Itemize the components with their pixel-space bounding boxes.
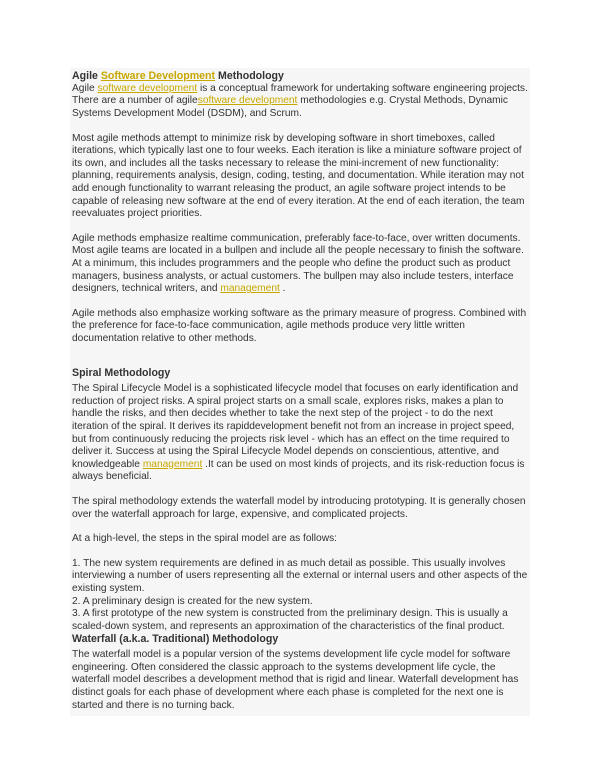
spiral-step-3: 3. A first prototype of the new system is constructed from the preliminary design. This is usually a scaled-down system, and represents an approximation of the characteristics of the final product. [72,608,508,632]
software-development-link-1[interactable]: software development [97,82,198,94]
agile-paragraph-3: Agile methods emphasize realtime communication, preferably face-to-face, over written documents. Most agile teams are located in a bullpen and include all the people necessary to finish the software. At a minimum, this includes programmers and the people who define the product such as product managers, business analysts, or actual customers. The bullpen may also include testers, interface designers, technical writers, and management . [72,232,524,295]
section-spacer [72,357,530,367]
spiral-heading: Spiral Methodology [72,367,171,380]
spiral-paragraph-3: At a high-level, the steps in the spiral model are as follows: [72,533,338,545]
agile-heading-link[interactable]: Software Development [100,70,216,82]
waterfall-heading: Waterfall (a.k.a. Traditional) Methodology [72,633,279,646]
agile-paragraph-4: Agile methods also emphasize working software as the primary measure of progress. Combined with the preference for face-to-face communication, agile methods produce very little written documentation relative to other methods. [72,307,527,344]
management-link-2[interactable]: management [142,458,203,470]
waterfall-paragraph-1: The waterfall model is a popular version of the systems development life cycle model for software engineering. Often considered the classic approach to the systems development life cycle, the waterfall model describes a development method that is rigid and linear. Waterfall development has distinct goals for each phase of development where each phase is completed for the next one is started and there is no turning back. [72,649,519,711]
agile-paragraph-1: Agile software development is a conceptual framework for undertaking software engineering projects. There are a number of agilesoftware development methodologies e.g. Crystal Methods, Dynamic Systems Development Model (DSDM), and Scrum. [72,82,528,119]
software-development-link-2[interactable]: software development [197,95,298,107]
spiral-step-2: 2. A preliminary design is created for the new system. [72,595,313,607]
management-link-1[interactable]: management [220,283,280,295]
spiral-paragraph-1: The Spiral Lifecycle Model is a sophisticated lifecycle model that focuses on early identification and reduction of project risks. A spiral project starts on a small scale, explores risks, makes a plan to handle the risks, and then decides whether to take the next step of the project - to do the next iteration of the spiral. It derives its rapiddevelopment benefit not from an increase in project speed, but from continuously reducing the projects risk level - which has an effect on the time required to deliver it. Success at using the Spiral Lifecycle Model depends on conscientious, attentive, and knowledgeable management .It can be used on most kinds of projects, and its risk-reduction focus is always beneficial. [72,383,525,483]
spiral-paragraph-2: The spiral methodology extends the waterfall model by introducing prototyping. It is generally chosen over the waterfall approach for large, expensive, and complicated projects. [72,496,526,520]
document-content [70,68,530,716]
agile-paragraph-2: Most agile methods attempt to minimize risk by developing software in short timeboxes, called iterations, which typically last one to four weeks. Each iteration is like a miniature software project of its own, and includes all the tasks necessary to release the mini-increment of new functionality: planning, requirements analysis, design, coding, testing, and documentation. While iteration may not add enough functionality to warrant releasing the product, an agile software project intends to be capable of releasing new software at the end of every iteration. At the end of each iteration, the team reevaluates project priorities. [72,132,525,220]
agile-heading: Agile Software Development Methodology [72,70,284,82]
spiral-step-1: 1. The new system requirements are defined in as much detail as possible. This usually involves interviewing a number of users representing all the external or internal users and other aspects of the existing system. [72,557,528,594]
